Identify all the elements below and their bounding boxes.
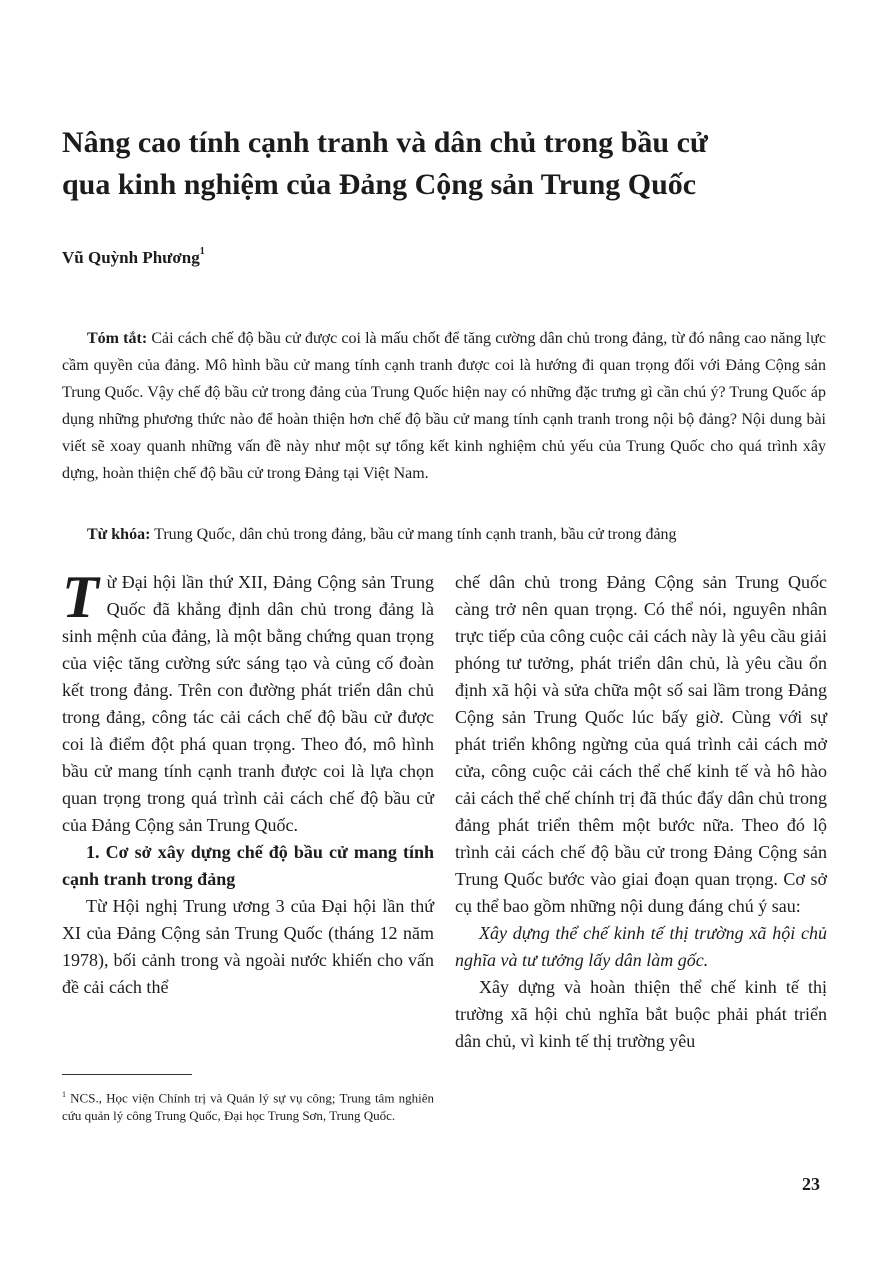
body-paragraph-continued: chế dân chủ trong Đảng Cộng sản Trung Quốc càng trở nên quan trọng. Có thể nói, nguyên nhân trực tiếp của công cuộc cải cách này là yêu cầu giải phóng tư tưởng, phát triển dân chủ, là yêu cầu ổn định xã hội và sửa chữa một số sai lầm trong Đảng Cộng sản Trung Quốc lúc bấy giờ. Cùng với sự phát triển không ngừng của quá trình cải cách mở cửa, công cuộc cải cách thể chế kinh tế và hô hào cải cách thể chế chính trị đã thúc đẩy dân chủ trong đảng phát triển thêm một bước nữa. Theo đó lộ trình cải cách chế độ bầu cử trong Đảng Cộng sản Trung Quốc bước vào giai đoạn quan trọng. Cơ sở cụ thể bao gồm những nội dung đáng chú ý sau:: [455, 572, 827, 916]
title-line-1: Nâng cao tính cạnh tranh và dân chủ trong bầu cử: [62, 126, 708, 159]
section-heading: 1. Cơ sở xây dựng chế độ bầu cử mang tính cạnh tranh trong đảng: [62, 842, 434, 889]
keywords-text: Trung Quốc, dân chủ trong đảng, bầu cử mang tính cạnh tranh, bầu cử trong đảng: [154, 526, 677, 543]
left-column: [62, 564, 434, 1001]
article-title: [62, 122, 842, 206]
page-number: 23: [802, 1174, 820, 1194]
author-name: [62, 248, 205, 268]
title-line-2: qua kinh nghiệm của Đảng Cộng sản Trung Quốc: [62, 168, 697, 201]
author-text: Vũ Quỳnh Phương: [62, 248, 200, 267]
abstract-label: Tóm tắt:: [87, 330, 148, 347]
drop-cap: T: [62, 564, 99, 630]
footnote-text: NCS., Học viện Chính trị và Quản lý sự vụ công; Trung tâm nghiên cứu quản lý công Trung Quốc, Đại học Trung Sơn, Trung Quốc.: [62, 1090, 434, 1124]
body-paragraph: Xây dựng và hoàn thiện thể chế kinh tế thị trường xã hội chủ nghĩa bắt buộc phải phát triển dân chủ, vì kinh tế thị trường yêu: [455, 977, 827, 1051]
intro-paragraph: [62, 564, 434, 839]
abstract-text: Cải cách chế độ bầu cử được coi là mấu chốt để tăng cường dân chủ trong đảng, từ đó nâng cao năng lực cầm quyền của đảng. Mô hình bầu cử mang tính cạnh tranh được coi là hướng đi quan trọng đối với Đảng Cộng sản Trung Quốc. Vậy chế độ bầu cử trong đảng của Trung Quốc hiện nay có những đặc trưng gì cần chú ý? Trung Quốc áp dụng những phương thức nào để hoàn thiện hơn chế độ bầu cử mang tính cạnh tranh trong nội bộ đảng? Nội dung bài viết sẽ xoay quanh những vấn đề này như một sự tổng kết kinh nghiệm chủ yếu của Trung Quốc cho quá trình xây dựng, hoàn thiện chế độ bầu cử trong Đảng tại Việt Nam.: [62, 330, 826, 482]
footnote-divider: [62, 1074, 192, 1075]
intro-text: ừ Đại hội lần thứ XII, Đảng Cộng sản Trung Quốc đã khẳng định dân chủ trong đảng là sinh mệnh của đảng, là một bằng chứng quan trọng của việc tăng cường sức sáng tạo và củng cố đoàn kết trong đảng. Trên con đường phát triển dân chủ trong đảng, công tác cải cách chế độ bầu cử được coi là điểm đột phá quan trọng. Theo đó, mô hình bầu cử mang tính cạnh tranh được coi là lựa chọn quan trọng trong quá trình cải cách chế độ bầu cử của Đảng Cộng sản Trung Quốc.: [62, 572, 434, 835]
keywords: [62, 521, 826, 548]
body-paragraph: Từ Hội nghị Trung ương 3 của Đại hội lần thứ XI của Đảng Cộng sản Trung Quốc (tháng 12 năm 1978), bối cảnh trong và ngoài nước khiến cho vấn đề cải cách thể: [62, 896, 434, 997]
footnote: [62, 1086, 434, 1125]
right-column: [455, 569, 827, 1055]
keywords-label: Từ khóa:: [87, 526, 151, 543]
footnote-mark: 1: [62, 1090, 66, 1099]
abstract: [62, 325, 826, 487]
author-footnote-mark: 1: [199, 246, 205, 258]
italic-subheading: Xây dựng thể chế kinh tế thị trường xã hội chủ nghĩa và tư tưởng lấy dân làm gốc.: [455, 923, 827, 970]
